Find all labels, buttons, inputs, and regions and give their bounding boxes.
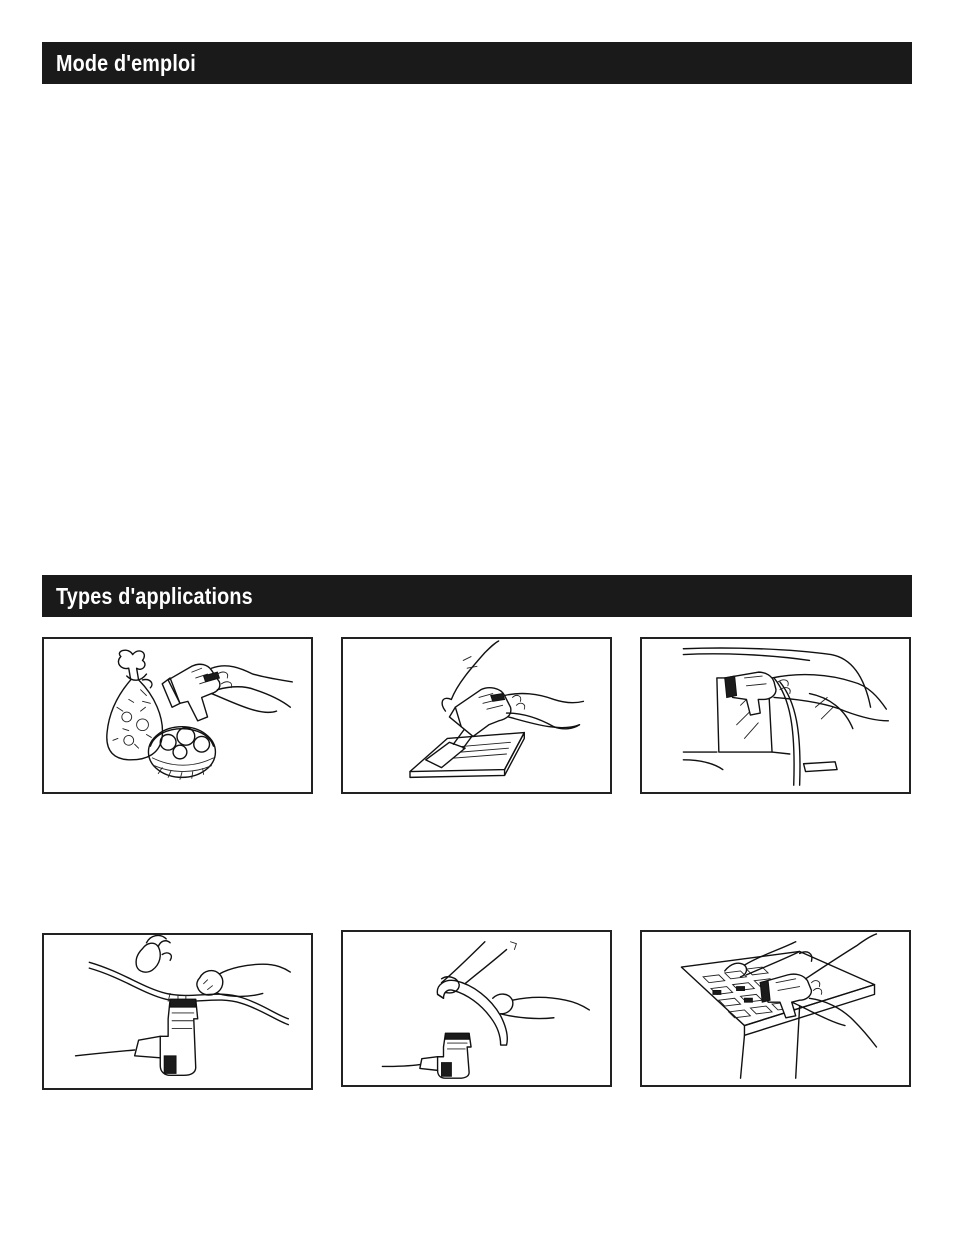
types-applications-title: Types d'applications xyxy=(56,583,253,609)
paint-stripping-illustration xyxy=(341,637,612,794)
mode-emploi-header xyxy=(42,42,912,84)
bending-tubing-illustration xyxy=(42,933,313,1090)
bending-pipe-illustration xyxy=(341,930,612,1087)
types-applications-header xyxy=(42,575,912,617)
window-decal-removal-illustration xyxy=(640,637,911,794)
tile-removal-illustration xyxy=(640,930,911,1087)
gift-basket-shrink-wrap-illustration xyxy=(42,637,313,794)
mode-emploi-title: Mode d'emploi xyxy=(56,50,196,76)
